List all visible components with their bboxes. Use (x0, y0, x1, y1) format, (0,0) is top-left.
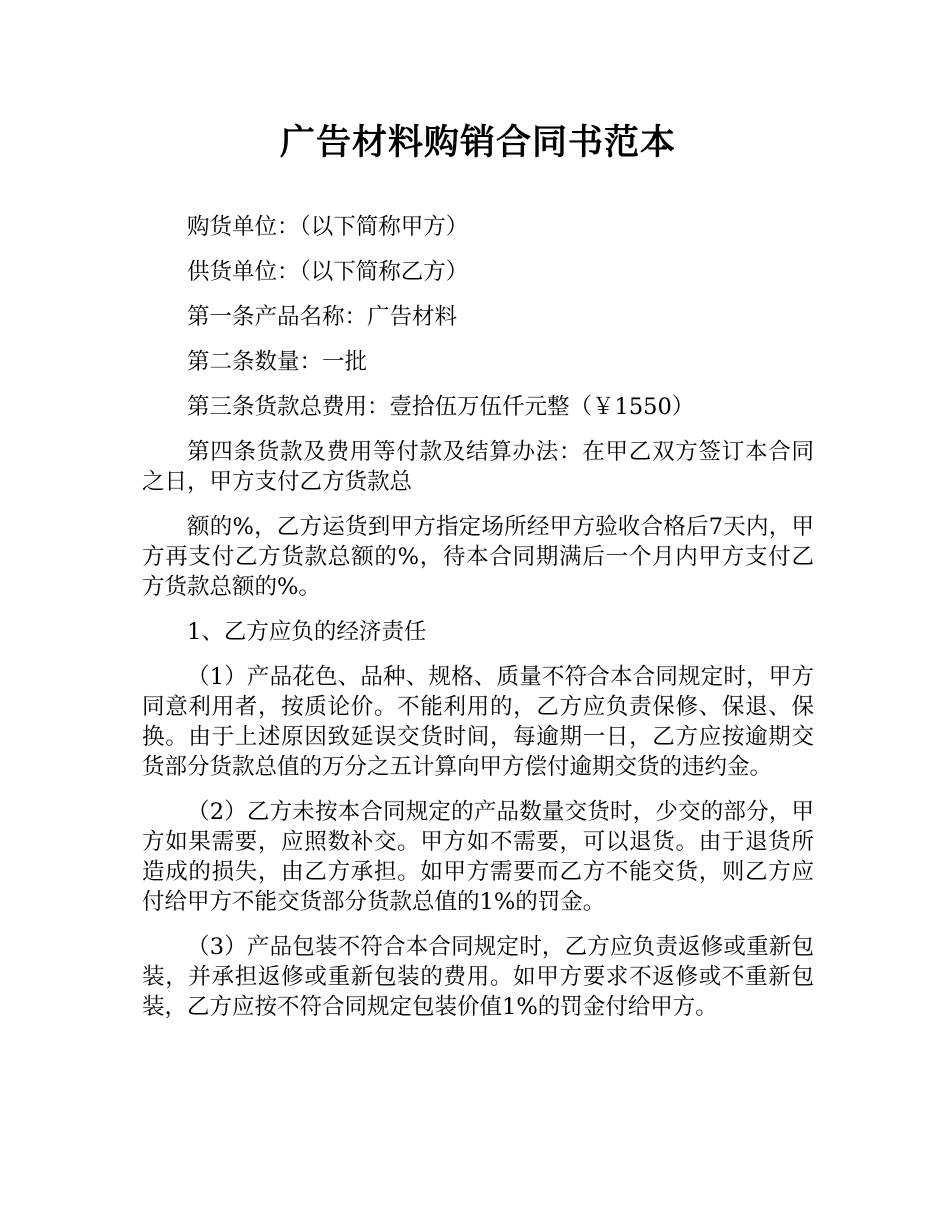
clause-3: （3）产品包装不符合本合同规定时，乙方应负责返修或重新包装，并承担返修或重新包装的费用。如甲方要求不返修或不重新包装，乙方应按不符合同规定包装价值1%的罚金付给甲方。 (142, 934, 814, 1020)
section-1-heading: 1、乙方应负的经济责任 (187, 619, 427, 645)
article-2-quantity: 第二条数量：一批 (187, 349, 368, 375)
article-3-total-cost: 第三条货款总费用：壹拾伍万伍仟元整（￥1550） (187, 394, 695, 420)
clause-1: （1）产品花色、品种、规格、质量不符合本合同规定时，甲方同意利用者，按质论价。不能利用的，乙方应负责保修、保退、保换。由于上述原因致延误交货时间，每逾期一日，乙方应按逾期交货部分货款总值的万分之五计算向甲方偿付逾期交货的违约金。 (142, 664, 814, 780)
buyer-line: 购货单位：（以下简称甲方） (187, 214, 469, 240)
payment-terms-continued: 额的%，乙方运货到甲方指定场所经甲方验收合格后7天内，甲方再支付乙方货款总额的%，待本合同期满后一个月内甲方支付乙方货款总额的%。 (142, 514, 814, 600)
supplier-line: 供货单位：（以下简称乙方） (187, 259, 469, 285)
article-1-product-name: 第一条产品名称：广告材料 (187, 304, 458, 330)
article-4-payment-terms: 第四条货款及费用等付款及结算办法：在甲乙双方签订本合同之日，甲方支付乙方货款总 (142, 439, 814, 495)
clause-2: （2）乙方未按本合同规定的产品数量交货时，少交的部分，甲方如果需要，应照数补交。甲方如不需要，可以退货。由于退货所造成的损失，由乙方承担。如甲方需要而乙方不能交货，则乙方应付给甲方不能交货部分货款总值的1%的罚金。 (142, 799, 814, 915)
document-title: 广告材料购销合同书范本 (279, 123, 676, 163)
